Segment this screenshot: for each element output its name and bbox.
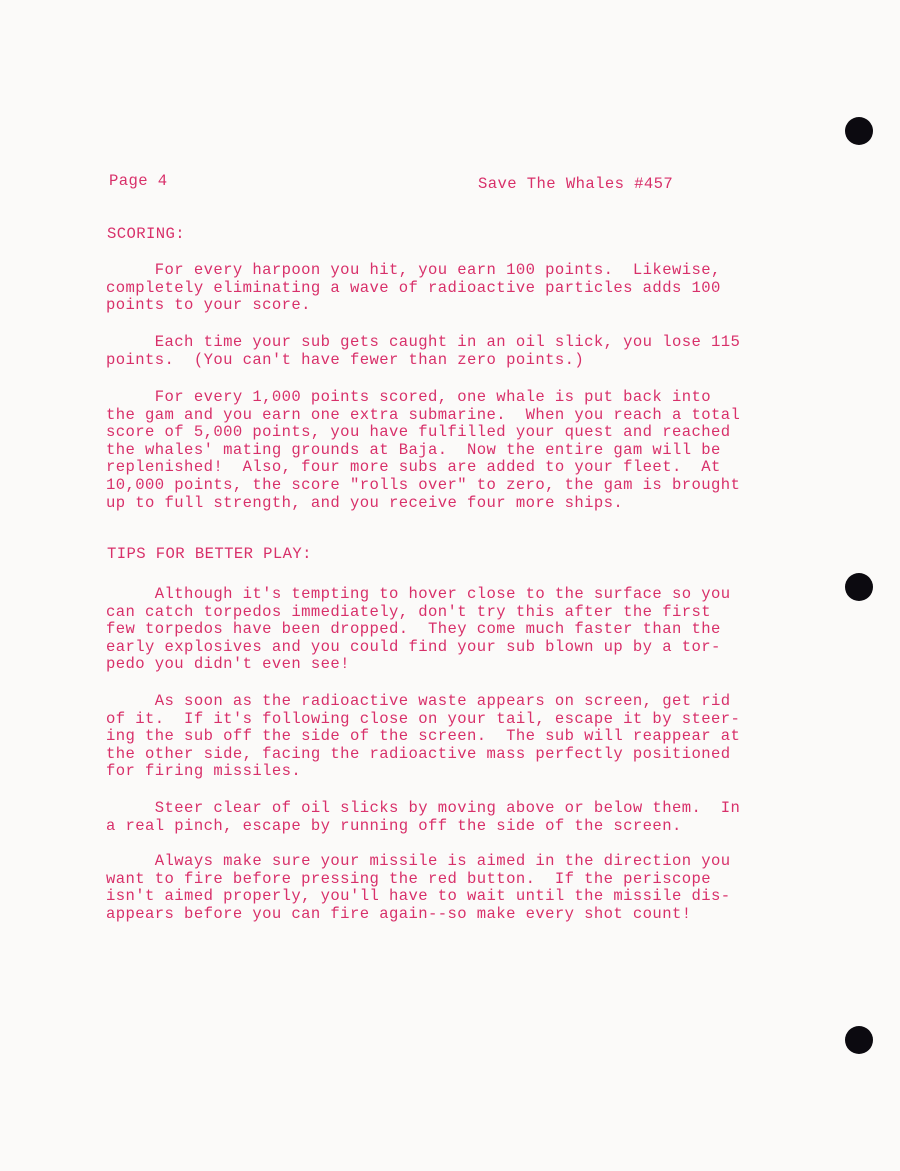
tips-paragraph (106, 853, 806, 923)
text-line: Steer clear of oil slicks by moving above or below them. In (106, 799, 741, 817)
binder-hole (845, 573, 873, 601)
text-line: 10,000 points, the score "rolls over" to zero, the gam is brought (106, 475, 741, 494)
document-title: Save The Whales #457 (478, 175, 674, 193)
scoring-paragraph (106, 262, 806, 315)
text-line: appears before you can fire again--so make every shot count! (106, 904, 692, 923)
text-line: want to fire before pressing the red button. If the periscope (106, 869, 711, 888)
text-line: Always make sure your missile is aimed in the direction you (106, 852, 731, 870)
text-line: replenished! Also, four more subs are added to your fleet. At (106, 458, 721, 477)
scoring-paragraph (106, 389, 806, 512)
text-line: For every harpoon you hit, you earn 100 points. Likewise, (106, 261, 721, 279)
text-line: score of 5,000 points, you have fulfilled your quest and reached (106, 423, 731, 442)
scoring-heading: SCORING: (107, 225, 186, 243)
text-line: for firing missiles. (106, 762, 302, 781)
text-line: For every 1,000 points scored, one whale is put back into (106, 388, 711, 406)
binder-hole (845, 117, 873, 145)
text-line: points. (You can't have fewer than zero points.) (106, 350, 585, 369)
page-number: Page 4 (109, 172, 168, 190)
text-line: completely eliminating a wave of radioactive particles adds 100 (106, 278, 721, 297)
text-line: pedo you didn't even see! (106, 655, 350, 674)
tips-paragraph (106, 800, 806, 835)
text-line: can catch torpedos immediately, don't try this after the first (106, 602, 711, 621)
text-line: ing the sub off the side of the screen. The sub will reappear at (106, 727, 741, 746)
text-line: points to your score. (106, 296, 311, 315)
text-line: isn't aimed properly, you'll have to wait until the missile dis- (106, 887, 731, 906)
tips-paragraph (106, 586, 806, 674)
binder-hole (845, 1026, 873, 1054)
text-line: the other side, facing the radioactive mass perfectly positioned (106, 744, 731, 763)
text-line: of it. If it's following close on your tail, escape it by steer- (106, 709, 741, 728)
text-line: As soon as the radioactive waste appears on screen, get rid (106, 692, 731, 710)
scoring-paragraph (106, 334, 806, 369)
text-line: the gam and you earn one extra submarine. When you reach a total (106, 405, 741, 424)
text-line: up to full strength, and you receive four more ships. (106, 493, 624, 512)
text-line: a real pinch, escape by running off the side of the screen. (106, 816, 682, 835)
text-line: few torpedos have been dropped. They come much faster than the (106, 620, 721, 639)
text-line: Each time your sub gets caught in an oil slick, you lose 115 (106, 333, 741, 351)
text-line: early explosives and you could find your sub blown up by a tor- (106, 637, 721, 656)
text-line: Although it's tempting to hover close to the surface so you (106, 585, 731, 603)
tips-paragraph (106, 693, 806, 781)
tips-heading: TIPS FOR BETTER PLAY: (107, 545, 312, 563)
text-line: the whales' mating grounds at Baja. Now the entire gam will be (106, 440, 721, 459)
